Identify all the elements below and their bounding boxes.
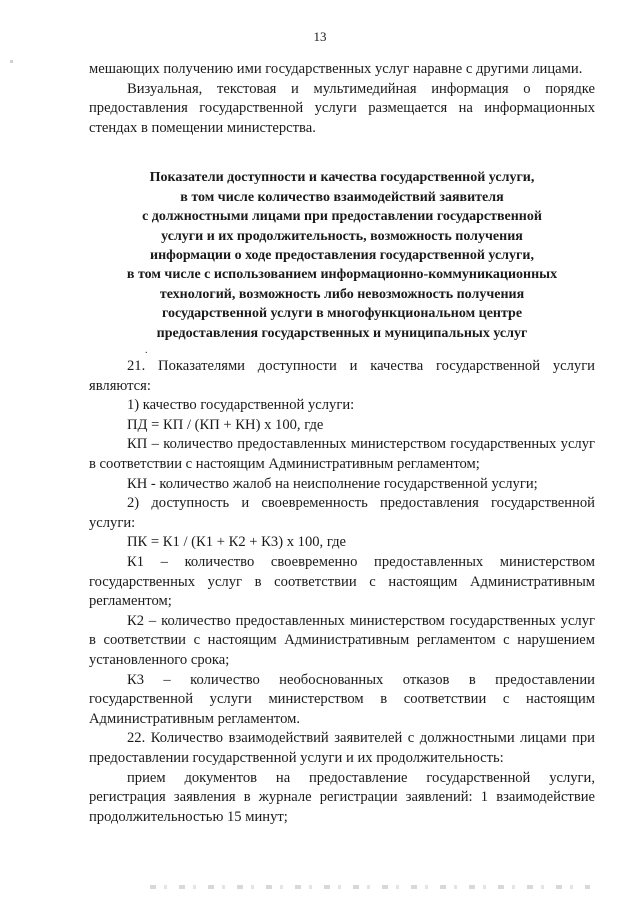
definition-kn: КН - количество жалоб на неисполнение государственной услуги;	[127, 475, 538, 492]
heading-line: информации о ходе предоставления государственной услуги,	[150, 248, 534, 263]
heading-line: в том числе количество взаимодействий заявителя	[180, 189, 504, 205]
formula-pd: ПД = КП / (КП + КН) х 100, где	[127, 416, 324, 433]
definition-k2: К2 – количество предоставленных министерством государственных услуг в соответствии с настоящим Административным регламентом с нарушением установленного срока;	[89, 612, 595, 668]
intro-paragraph-2: Визуальная, текстовая и мультимедийная информация о порядке предоставления государственной услуги размещается на информационных стендах в помещении министерства.	[89, 80, 595, 136]
heading-line: технологий, возможность либо невозможность получения	[159, 286, 525, 302]
stray-dot: .	[145, 345, 148, 357]
definition-k3: К3 – количество необоснованных отказов в предоставлении государственной услуги министерством в соответствии с настоящим Административным регламентом.	[89, 671, 595, 727]
document-body	[89, 60, 595, 827]
reception-interaction: прием документов на предоставление государственной услуги, регистрация заявления в журнале регистрации заявлений: 1 взаимодействие продолжительностью 15 минут;	[89, 769, 595, 825]
heading-line: услуги и их продолжительность, возможность получения	[161, 228, 523, 244]
intro-paragraph-1: мешающих получению ими государственных услуг наравне с другими лицами.	[89, 61, 583, 77]
accessibility-item: 2) доступность и своевременность предоставления государственной услуги:	[89, 495, 595, 531]
definition-k1: К1 – количество своевременно предоставленных министерством государственных услуг в соответствии с настоящим Административным регламентом;	[89, 553, 595, 610]
quality-item: 1) качество государственной услуги:	[127, 397, 355, 414]
page-number: 13	[313, 29, 327, 44]
heading-line: в том числе с использованием информационно-коммуникационных	[126, 267, 558, 283]
definition-kp: КП – количество предоставленных министерством государственных услуг в соответствии с настоящим Административным регламентом;	[89, 436, 595, 472]
section-heading	[89, 168, 595, 343]
heading-line: с должностными лицами при предоставлении государственной	[142, 209, 542, 225]
heading-line: Показатели доступности и качества государственной услуги,	[149, 170, 535, 186]
heading-line: государственной услуги в многофункциональном центре	[161, 306, 523, 322]
scan-speck	[10, 60, 13, 63]
formula-pk: ПК = К1 / (К1 + К2 + К3) х 100, где	[127, 534, 346, 551]
scan-artifact	[150, 885, 590, 889]
paragraph-21: 21. Показателями доступности и качества государственной услуги являются:	[89, 358, 595, 394]
heading-line: предоставления государственных и муниципальных услуг	[156, 325, 528, 341]
paragraph-22: 22. Количество взаимодействий заявителей с должностными лицами при предоставлении государственной услуги и их продолжительность:	[89, 730, 595, 766]
